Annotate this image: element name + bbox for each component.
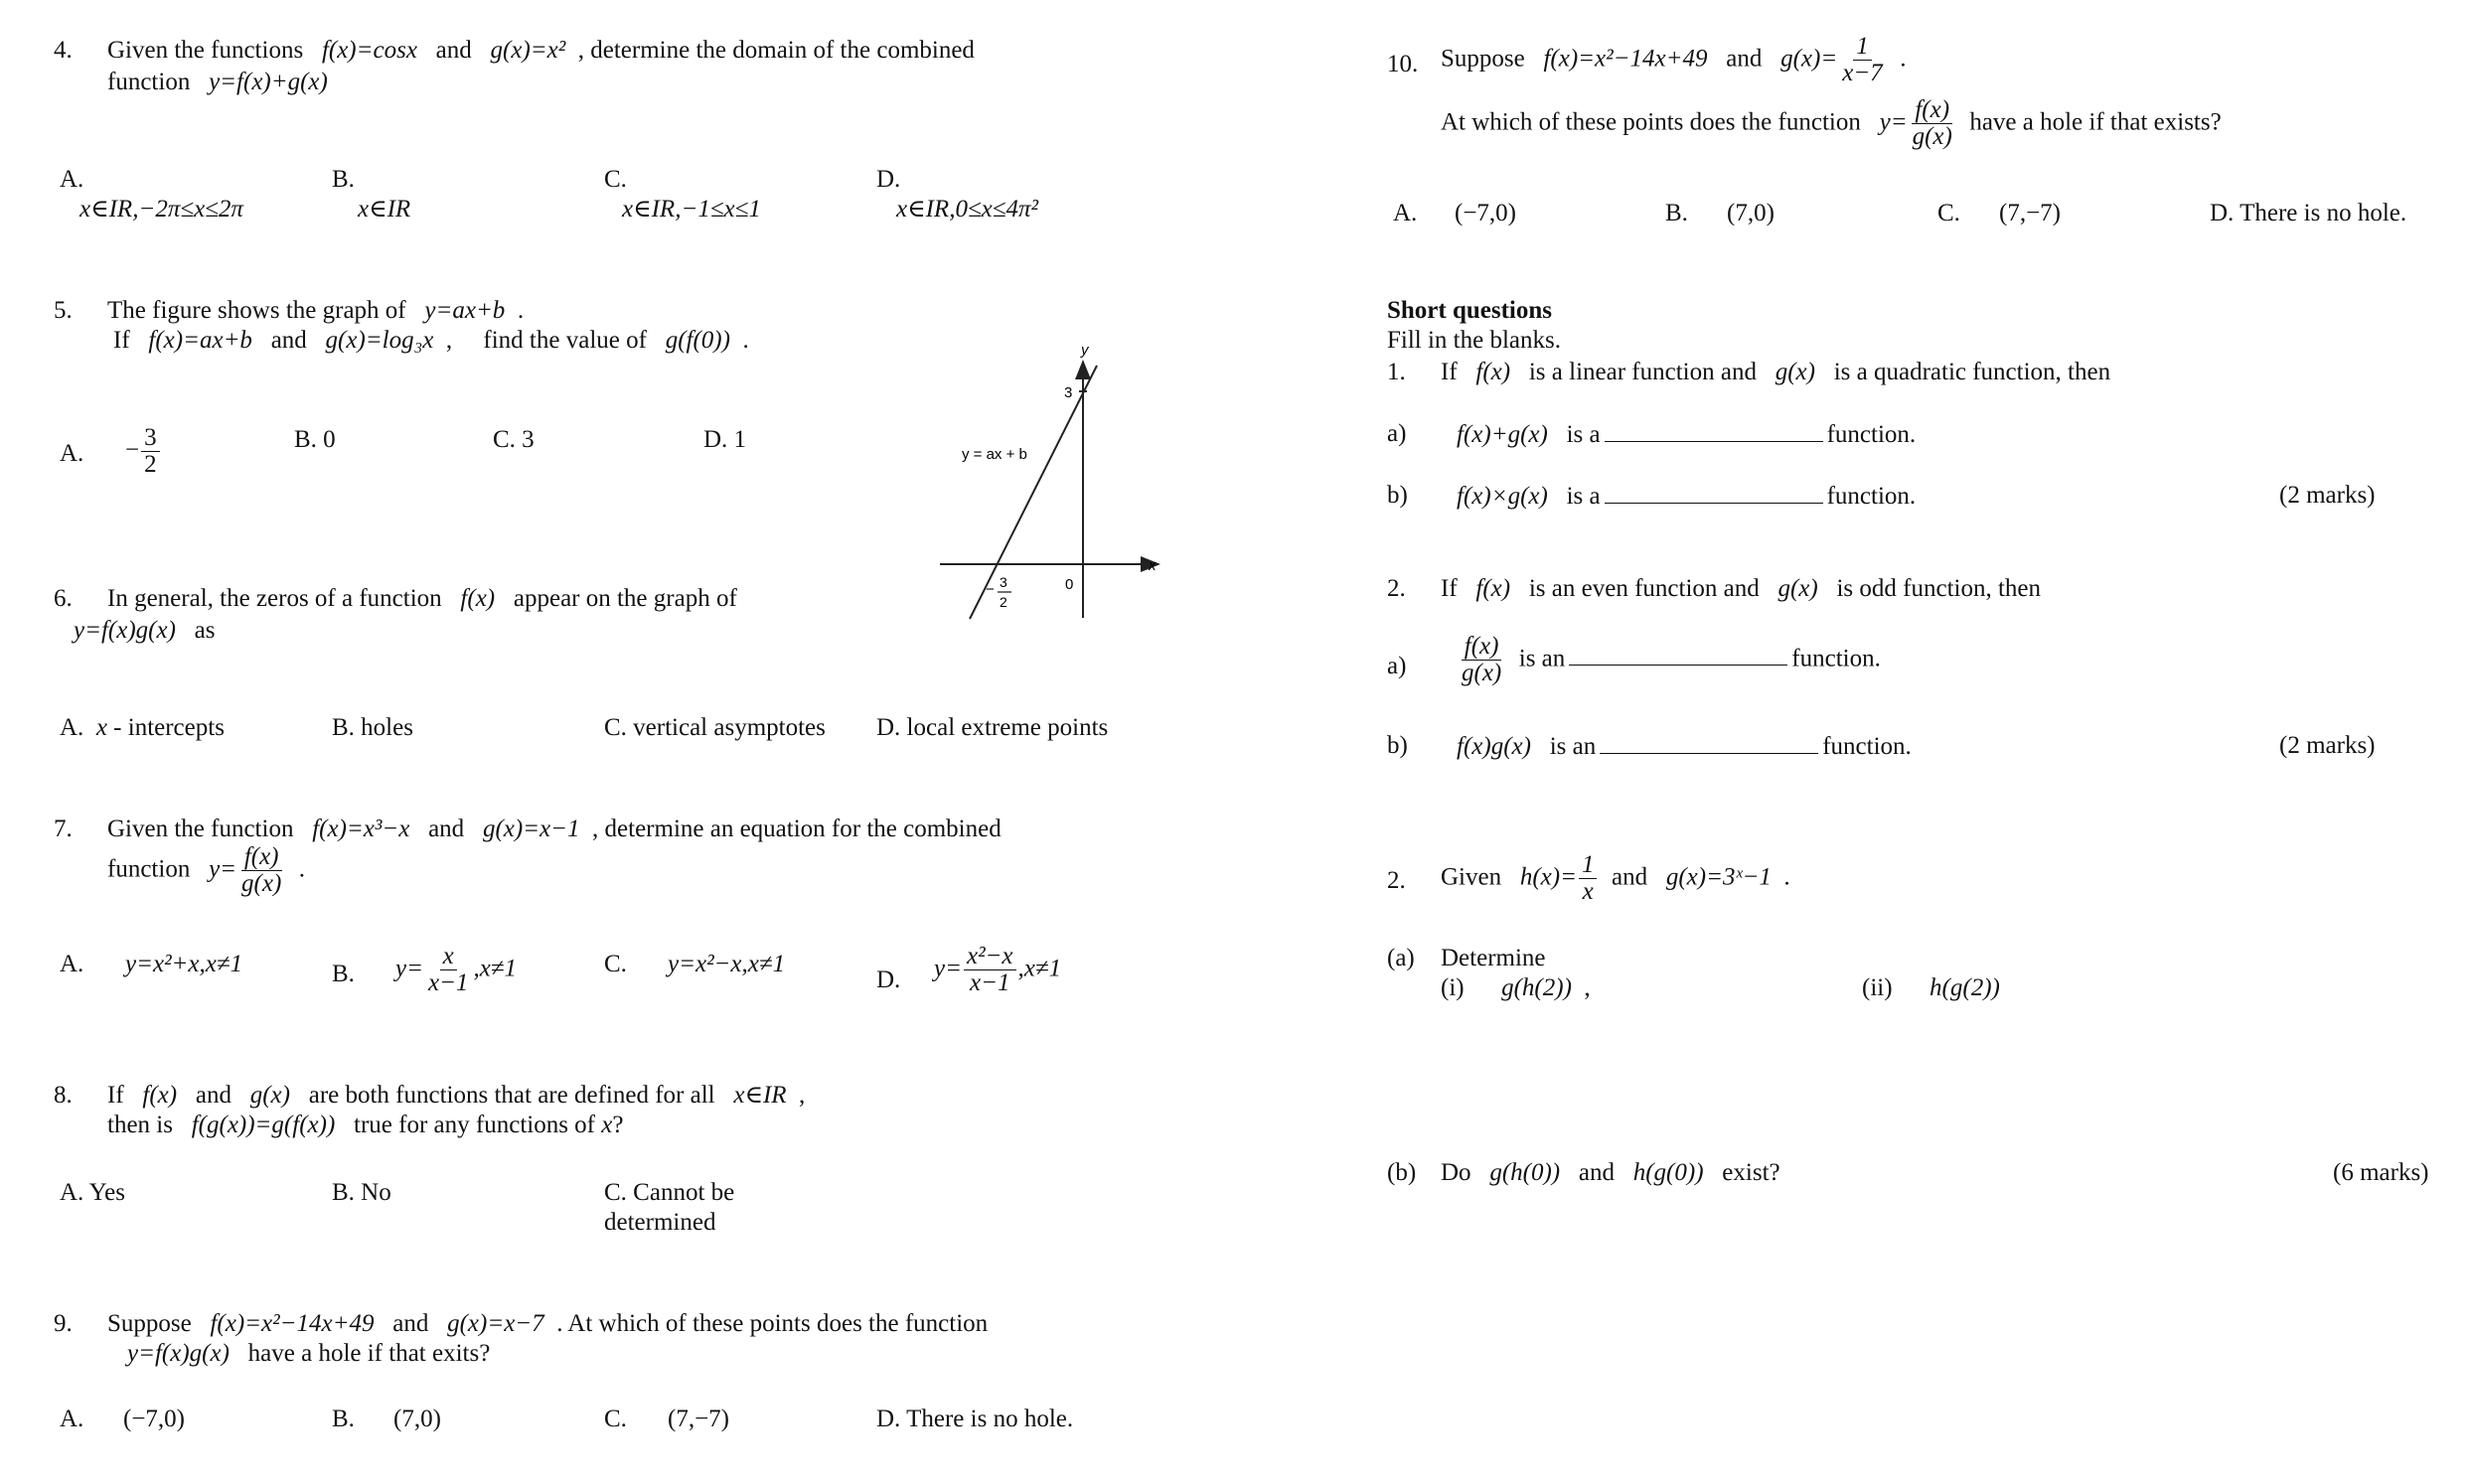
graph-x-intercept-num: 3 bbox=[1000, 574, 1007, 590]
q7-line2: function y= $\frac{f(x)}{g(x)}$ . bbox=[107, 843, 306, 898]
q6-line2: y=f(x)g(x) as bbox=[74, 617, 216, 644]
s2-stem: If f(x) is an even function and g(x) is odd function, then bbox=[1441, 575, 2042, 602]
q10-option-b-label: B. bbox=[1665, 200, 1688, 226]
graph-x-intercept-den: 2 bbox=[1000, 594, 1007, 610]
graph-tick-3: 3 bbox=[1064, 384, 1073, 401]
q4-option-d: x∈IR,0≤x≤4π² bbox=[896, 196, 1039, 223]
s2a-label: a) bbox=[1387, 653, 1407, 679]
s1a-label: a) bbox=[1387, 420, 1407, 447]
q9-number: 9. bbox=[54, 1310, 73, 1337]
graph-origin: 0 bbox=[1065, 576, 1074, 593]
graph-x-label: x bbox=[1149, 557, 1157, 574]
q8-line1: If f(x) and g(x) are both functions that are defined for all x∈IR , bbox=[107, 1082, 806, 1109]
short-questions-subtitle: Fill in the blanks. bbox=[1387, 327, 1561, 354]
q9-option-b: (7,0) bbox=[393, 1406, 441, 1432]
graph-x-intercept-sign: − bbox=[986, 581, 995, 598]
s2-marks: (2 marks) bbox=[2279, 732, 2376, 759]
q4-option-b: x∈IR bbox=[358, 196, 411, 223]
q5-line1: The figure shows the graph of y=ax+b . bbox=[107, 297, 525, 324]
s2-number: 2. bbox=[1387, 575, 1406, 602]
q9-option-a-label: A. bbox=[60, 1406, 84, 1432]
s1a-blank[interactable] bbox=[1605, 419, 1823, 442]
s2b-line: f(x)g(x) is an function. bbox=[1457, 733, 1912, 760]
q5-line2: If f(x)=ax+b and g(x)=log₃x , find the value of g(f(0)) . bbox=[113, 327, 749, 354]
q7-number: 7. bbox=[54, 816, 73, 842]
s3-stem: Given h(x)= $\frac{1}{x}$ and g(x)=3ˣ−1 . bbox=[1441, 851, 1790, 906]
q10-option-c: (7,−7) bbox=[1999, 200, 2061, 226]
q10-option-d: D. There is no hole. bbox=[2210, 200, 2407, 226]
q10-number: 10. bbox=[1387, 51, 1419, 77]
q9-option-c: (7,−7) bbox=[668, 1406, 729, 1432]
q5-number: 5. bbox=[54, 297, 73, 324]
s1-stem: If f(x) is a linear function and g(x) is a quadratic function, then bbox=[1441, 359, 2111, 385]
q10-option-c-label: C. bbox=[1937, 200, 1960, 226]
q9-option-d: D. There is no hole. bbox=[876, 1406, 1074, 1432]
q5-option-d: D. 1 bbox=[703, 426, 747, 453]
q8-option-b: B. No bbox=[332, 1179, 391, 1206]
s3-number: 2. bbox=[1387, 867, 1406, 894]
s1a-line: f(x)+g(x) is a function. bbox=[1457, 421, 1917, 448]
q4-option-c: x∈IR,−1≤x≤1 bbox=[622, 196, 761, 223]
s1b-line: f(x)×g(x) is a function. bbox=[1457, 483, 1917, 510]
q10-option-a-label: A. bbox=[1393, 200, 1418, 226]
s2b-blank[interactable] bbox=[1600, 731, 1818, 754]
q7-option-c-label: C. bbox=[604, 951, 627, 977]
q4-option-d-label: D. bbox=[876, 166, 901, 193]
q7-option-a: y=x²+x,x≠1 bbox=[125, 951, 243, 977]
linear-graph bbox=[924, 334, 1182, 632]
q8-option-c-line1: C. Cannot be bbox=[604, 1179, 735, 1206]
q10-line2: At which of these points does the function y= $\frac{f(x)}{g(x)}$ have a hole if that exists? bbox=[1441, 96, 2222, 151]
q9-option-a: (−7,0) bbox=[123, 1406, 185, 1432]
q7-option-d-label: D. bbox=[876, 966, 901, 993]
s3b-label: (b) bbox=[1387, 1159, 1417, 1186]
q10-line1: Suppose f(x)=x²−14x+49 and g(x)= $\frac{1}{x-7}$ . bbox=[1441, 33, 1907, 87]
q5-option-a-label: A. bbox=[60, 440, 84, 467]
q9-line2: y=f(x)g(x) have a hole if that exits? bbox=[127, 1340, 491, 1367]
q7-option-b-label: B. bbox=[332, 961, 355, 987]
q4-option-a-label: A. bbox=[60, 166, 84, 193]
q7-option-c: y=x²−x,x≠1 bbox=[668, 951, 786, 977]
q7-option-a-label: A. bbox=[60, 951, 84, 977]
s2a-blank[interactable] bbox=[1569, 643, 1787, 666]
q4-line1: Given the functions f(x)=cosx and g(x)=x² , determine the domain of the combined bbox=[107, 37, 975, 64]
q4-option-a: x∈IR,−2π≤x≤2π bbox=[79, 196, 243, 223]
s1-marks: (2 marks) bbox=[2279, 482, 2376, 509]
s3a-text: Determine bbox=[1441, 945, 1546, 971]
s3b-line: Do g(h(0)) and h(g(0)) exist? bbox=[1441, 1159, 1780, 1186]
q6-option-a: A. x - intercepts bbox=[60, 714, 225, 741]
q4-option-c-label: C. bbox=[604, 166, 627, 193]
q7-option-b: y= $\frac{x}{x-1}$ ,x≠1 bbox=[395, 943, 518, 997]
q6-line1: In general, the zeros of a function f(x) appear on the graph of bbox=[107, 585, 737, 612]
q9-option-b-label: B. bbox=[332, 1406, 355, 1432]
graph-line-label: y = ax + b bbox=[962, 446, 1027, 463]
q4-option-b-label: B. bbox=[332, 166, 355, 193]
s1b-label: b) bbox=[1387, 482, 1408, 509]
s1b-blank[interactable] bbox=[1605, 481, 1823, 504]
s3a-label: (a) bbox=[1387, 945, 1415, 971]
q10-option-a: (−7,0) bbox=[1455, 200, 1516, 226]
s2b-label: b) bbox=[1387, 732, 1408, 759]
short-questions-title: Short questions bbox=[1387, 297, 1553, 324]
q5-option-b: B. 0 bbox=[294, 426, 336, 453]
q8-line2: then is f(g(x))=g(f(x)) true for any functions of x? bbox=[107, 1112, 624, 1138]
q9-line1: Suppose f(x)=x²−14x+49 and g(x)=x−7 . At which of these points does the function bbox=[107, 1310, 989, 1337]
s1-number: 1. bbox=[1387, 359, 1406, 385]
s3a-ii: (ii) h(g(2)) bbox=[1862, 974, 2000, 1001]
q4-line2: function y=f(x)+g(x) bbox=[107, 69, 328, 95]
s3-marks: (6 marks) bbox=[2333, 1159, 2429, 1186]
q6-option-b: B. holes bbox=[332, 714, 413, 741]
s2a-line: $\frac{f(x)}{g(x)}$ is an function. bbox=[1462, 633, 1881, 687]
q10-option-b: (7,0) bbox=[1727, 200, 1775, 226]
q4-number: 4. bbox=[54, 37, 73, 64]
q8-option-a: A. Yes bbox=[60, 1179, 126, 1206]
q6-number: 6. bbox=[54, 585, 73, 612]
q8-option-c-line2: determined bbox=[604, 1209, 716, 1236]
graph-y-label: y bbox=[1081, 342, 1089, 359]
q6-option-d: D. local extreme points bbox=[876, 714, 1109, 741]
q5-option-a: − $\frac{3}{2}$ bbox=[125, 425, 162, 479]
q8-number: 8. bbox=[54, 1082, 73, 1109]
s3a-i: (i) g(h(2)) , bbox=[1441, 974, 1591, 1001]
q7-option-d: y= $\frac{\text{x²−x}}{x-1}$ ,x≠1 bbox=[934, 943, 1062, 997]
q6-option-c: C. vertical asymptotes bbox=[604, 714, 826, 741]
q5-option-c: C. 3 bbox=[493, 426, 535, 453]
q9-option-c-label: C. bbox=[604, 1406, 627, 1432]
q7-line1: Given the function f(x)=x³−x and g(x)=x−1 , determine an equation for the combined bbox=[107, 816, 1002, 842]
